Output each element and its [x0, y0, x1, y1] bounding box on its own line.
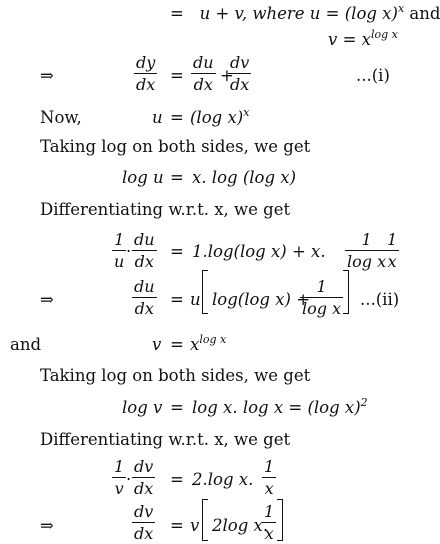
- fraction-1-x: 1 x: [264, 502, 275, 543]
- fraction-du-dx: du dx: [134, 230, 155, 271]
- superscript: x: [397, 2, 405, 15]
- rhs-expression: 2.log x.: [192, 470, 254, 489]
- lhs-log-v: log v: [122, 398, 163, 417]
- now-label: Now,: [40, 108, 82, 127]
- step-text: Differentiating w.r.t. x, we get: [40, 200, 291, 219]
- plus-sign: +: [220, 66, 234, 85]
- line-1: [170, 2, 440, 23]
- right-bracket: [277, 499, 283, 541]
- fraction-dv-dx: dv dx: [230, 53, 250, 94]
- left-bracket: [202, 270, 208, 314]
- expression: v = x: [328, 30, 371, 49]
- factor-u: u: [190, 290, 201, 309]
- line-3-implies: ⇒: [40, 66, 54, 85]
- fraction-du-dx: du dx: [134, 277, 155, 318]
- lhs-v: v: [152, 335, 162, 354]
- step-text: Taking log on both sides, we get: [40, 137, 311, 156]
- lhs-log-u: log u: [122, 168, 164, 187]
- equals-sign: =: [170, 398, 184, 417]
- equals-sign: =: [170, 168, 184, 187]
- equals-sign: =: [170, 108, 184, 127]
- equation-ref-i: ...(i): [356, 66, 390, 85]
- equals-sign: =: [170, 242, 184, 261]
- fraction-1-x: 1 x: [387, 230, 398, 271]
- equals-sign: =: [170, 290, 184, 309]
- fraction-dv-dx: dv dx: [134, 502, 154, 543]
- fraction-du-dx: du dx: [193, 53, 214, 94]
- equation-ref-ii: ...(ii): [360, 290, 400, 309]
- equals-sign: =: [170, 4, 184, 23]
- bracket-expression: log(log x) +: [212, 290, 311, 309]
- right-bracket: [343, 270, 349, 314]
- implies-sign: ⇒: [40, 516, 54, 535]
- lhs-u: u: [152, 108, 163, 127]
- fraction-1-logx: 1 log x: [347, 230, 387, 271]
- fraction-dv-dx: dv dx: [134, 457, 154, 498]
- rhs-expression: x. log (log x): [192, 168, 297, 187]
- fraction-1-u: 1 u: [114, 230, 125, 271]
- left-bracket: [202, 499, 208, 541]
- equals-sign: =: [170, 516, 184, 535]
- fraction-1-x: 1 x: [264, 457, 275, 498]
- bracket-expression: 2log x.: [212, 516, 269, 535]
- equals-sign: =: [170, 335, 184, 354]
- equals-sign: =: [170, 66, 184, 85]
- rhs-expression: (log x)$^x$: [190, 106, 250, 127]
- equals-sign: =: [170, 470, 184, 489]
- fraction-dy-dx: dy dx: [136, 53, 156, 94]
- rhs-expression: $x^{log x}$: [190, 333, 227, 354]
- line-2: [328, 28, 398, 49]
- superscript: log x: [370, 28, 398, 41]
- fraction-1-logx: 1 log x: [302, 277, 342, 318]
- step-text: Differentiating w.r.t. x, we get: [40, 430, 291, 449]
- step-text: Taking log on both sides, we get: [40, 366, 311, 385]
- implies-sign: ⇒: [40, 290, 54, 309]
- and-label: and: [10, 335, 42, 354]
- dot: ·: [126, 470, 132, 489]
- factor-v: v: [190, 516, 200, 535]
- rhs-expression: log x. log x = (log x)$^2$: [192, 396, 368, 417]
- fraction-1-v: 1 v: [114, 457, 125, 498]
- dot: ·: [126, 242, 132, 261]
- rhs-expression: 1.log(log x) + x.: [192, 242, 326, 261]
- expression: u + v, where u = (log x): [199, 4, 398, 23]
- connector-text: and: [404, 4, 440, 23]
